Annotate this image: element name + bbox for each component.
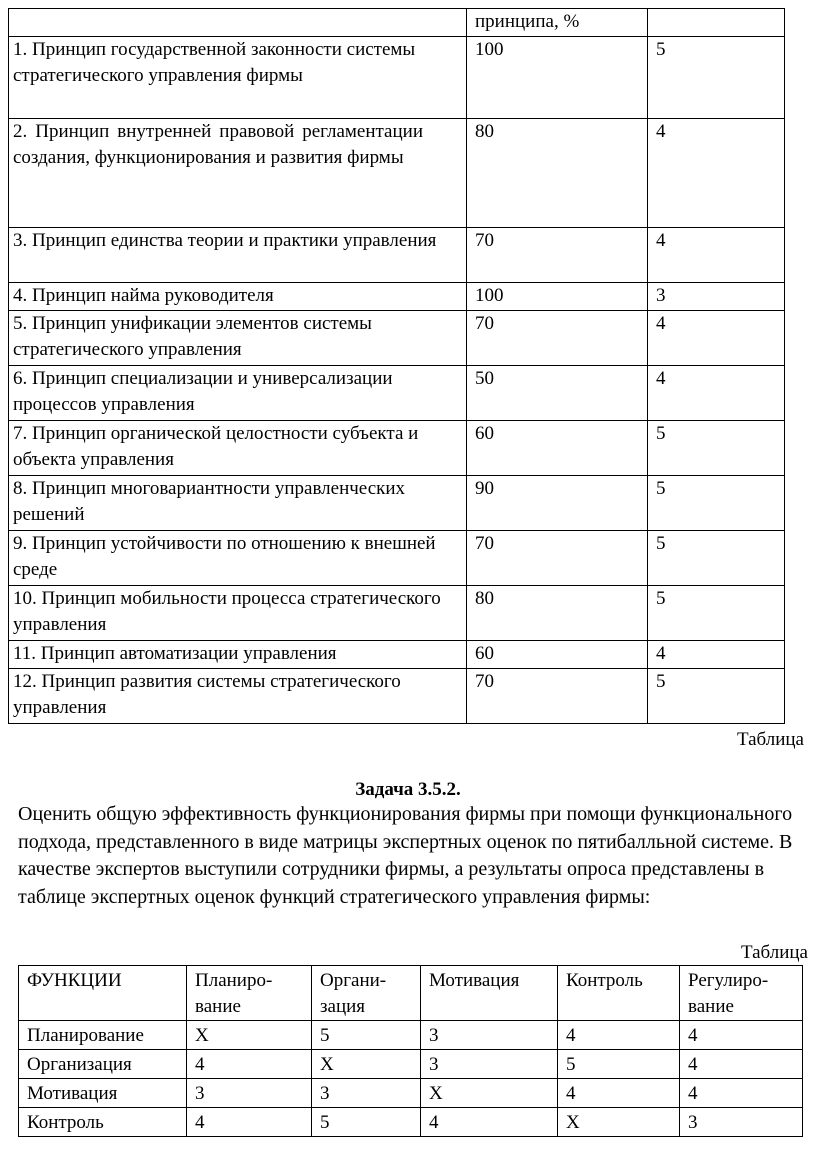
principle-name: 8. Принцип многовариантности управленческих решений	[9, 476, 467, 531]
table-row	[9, 669, 785, 724]
principle-name: 5. Принцип унификации элементов системы стратегического управления	[9, 311, 467, 366]
principle-name: 3. Принцип единства теории и практики управления	[9, 228, 467, 283]
matrix-cell: 4	[187, 1108, 312, 1137]
expert-matrix-table	[18, 965, 803, 1137]
principle-score: 4	[648, 311, 785, 366]
principle-name: 7. Принцип органической целостности субъекта и объекта управления	[9, 421, 467, 476]
header-cell: Органи-зация	[312, 966, 421, 1021]
matrix-cell: 5	[312, 1108, 421, 1137]
table-header-row	[9, 9, 785, 37]
header-cell: Мотивация	[421, 966, 558, 1021]
principle-name: 6. Принцип специализации и универсализации процессов управления	[9, 366, 467, 421]
header-cell: Планиро-вание	[187, 966, 312, 1021]
row-label: Организация	[19, 1050, 187, 1079]
principle-name: 9. Принцип устойчивости по отношению к внешней среде	[9, 531, 467, 586]
table-caption: Таблица	[740, 942, 808, 963]
header-cell: Контроль	[558, 966, 680, 1021]
table-row	[9, 586, 785, 641]
table-row	[9, 531, 785, 586]
task-title: Задача 3.5.2.	[355, 779, 461, 800]
principle-score: 5	[648, 531, 785, 586]
matrix-cell: 5	[312, 1021, 421, 1050]
header-cell	[9, 9, 467, 37]
table-row	[19, 1079, 803, 1108]
table-row	[9, 37, 785, 119]
task-body: Оценить общую эффективность функционирования фирмы при помощи функционального подхода, представленного в виде матрицы экспертных оценок по пятибалльной системе. В качестве экспертов выступили сотрудники фирмы, а результаты опроса представлены в таблице экспертных оценок функций стратегического управления фирмы:	[18, 803, 793, 908]
matrix-cell: 4	[680, 1079, 803, 1108]
matrix-cell: 4	[558, 1021, 680, 1050]
principle-score: 5	[648, 37, 785, 119]
matrix-cell: Х	[187, 1021, 312, 1050]
matrix-cell: Х	[421, 1079, 558, 1108]
row-label: Мотивация	[19, 1079, 187, 1108]
principle-percent: 50	[467, 366, 648, 421]
table-row	[9, 421, 785, 476]
principle-name: 10. Принцип мобильности процесса стратегического управления	[9, 586, 467, 641]
principle-percent: 100	[467, 37, 648, 119]
principle-name: 12. Принцип развития системы стратегического управления	[9, 669, 467, 724]
principle-score: 5	[648, 476, 785, 531]
principle-score: 5	[648, 669, 785, 724]
matrix-cell: 3	[421, 1050, 558, 1079]
principle-percent: 70	[467, 531, 648, 586]
principle-percent: 60	[467, 641, 648, 669]
matrix-cell: Х	[312, 1050, 421, 1079]
header-cell	[648, 9, 785, 37]
principle-score: 5	[648, 421, 785, 476]
header-cell: принципа, %	[467, 9, 648, 37]
table-row	[9, 119, 785, 228]
principle-name	[9, 119, 467, 228]
principle-percent: 80	[467, 586, 648, 641]
principle-score: 5	[648, 586, 785, 641]
matrix-cell: 4	[680, 1050, 803, 1079]
table-row	[9, 641, 785, 669]
principles-table	[8, 8, 785, 724]
principle-percent: 70	[467, 228, 648, 283]
principle-name: 11. Принцип автоматизации управления	[9, 641, 467, 669]
matrix-cell: Х	[558, 1108, 680, 1137]
table-row	[9, 283, 785, 311]
matrix-cell: 3	[421, 1021, 558, 1050]
principle-percent: 80	[467, 119, 648, 228]
matrix-cell: 4	[421, 1108, 558, 1137]
header-cell: Регулиро-вание	[680, 966, 803, 1021]
matrix-cell: 4	[187, 1050, 312, 1079]
matrix-cell: 3	[187, 1079, 312, 1108]
header-cell: ФУНКЦИИ	[19, 966, 187, 1021]
principle-score: 4	[648, 228, 785, 283]
table-row	[19, 1021, 803, 1050]
principle-name: 1. Принцип государственной законности системы стратегического управления фирмы	[9, 37, 467, 119]
table-row	[19, 1050, 803, 1079]
row-label: Планирование	[19, 1021, 187, 1050]
row-label: Контроль	[19, 1108, 187, 1137]
matrix-cell: 3	[680, 1108, 803, 1137]
table-row	[9, 311, 785, 366]
table-header-row	[19, 966, 803, 1021]
principle-name-text: 2. Принцип внутренней правовой регламентации создания, функционирования и развития фирмы	[13, 121, 423, 168]
table-row	[9, 366, 785, 421]
table-row	[9, 228, 785, 283]
principle-score: 3	[648, 283, 785, 311]
principle-name: 4. Принцип найма руководителя	[9, 283, 467, 311]
matrix-cell: 4	[558, 1079, 680, 1108]
matrix-cell: 5	[558, 1050, 680, 1079]
principle-percent: 60	[467, 421, 648, 476]
principle-percent: 70	[467, 669, 648, 724]
matrix-cell: 3	[312, 1079, 421, 1108]
table-row	[19, 1108, 803, 1137]
principle-percent: 90	[467, 476, 648, 531]
principle-score: 4	[648, 119, 785, 228]
principle-score: 4	[648, 641, 785, 669]
table-caption: Таблица	[736, 729, 804, 750]
matrix-cell: 4	[680, 1021, 803, 1050]
table-row	[9, 476, 785, 531]
principle-percent: 100	[467, 283, 648, 311]
principle-percent: 70	[467, 311, 648, 366]
principle-score: 4	[648, 366, 785, 421]
